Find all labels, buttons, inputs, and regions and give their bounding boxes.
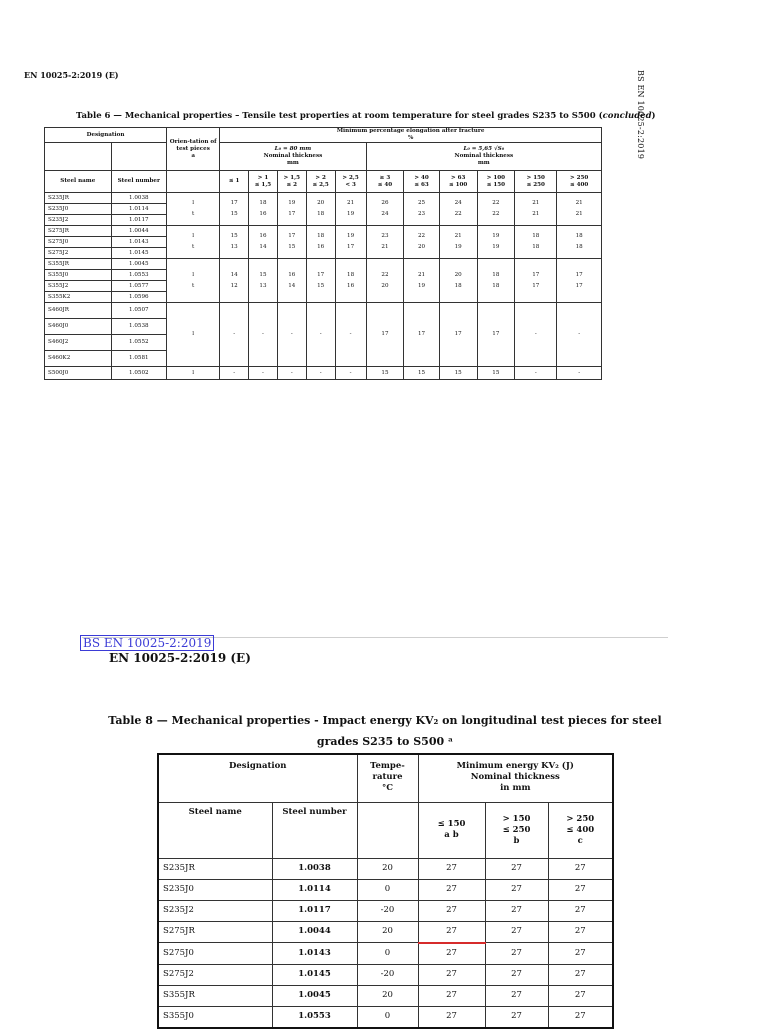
elongation-cell bbox=[220, 303, 249, 367]
orientation-value: t bbox=[192, 282, 195, 289]
steel-name-cell: S355JR bbox=[45, 259, 112, 270]
steel-number-cell: 1.0507 bbox=[111, 303, 166, 319]
elongation-value-t: 24 bbox=[381, 211, 389, 217]
elongation-cell bbox=[277, 226, 306, 259]
orientation-cell bbox=[167, 303, 220, 367]
t8-steel-number-header: Steel number bbox=[272, 802, 357, 858]
energy-cell: 27 bbox=[485, 1006, 548, 1028]
elongation-value-l: 19 bbox=[347, 233, 355, 240]
elongation-value-t: 19 bbox=[492, 244, 500, 250]
elongation-value-l: 23 bbox=[381, 233, 389, 240]
l0-80-header: L₀ = 80 mm Nominal thickness mm bbox=[220, 143, 366, 171]
elongation-value-t: 18 bbox=[492, 282, 500, 289]
elongation-cell bbox=[515, 259, 557, 303]
energy-cell: 27 bbox=[485, 964, 548, 985]
designation-header: Designation bbox=[45, 128, 167, 143]
elongation-value-l: 15 bbox=[259, 271, 267, 278]
elongation-value-t: 17 bbox=[347, 244, 355, 250]
elongation-value-l: 21 bbox=[347, 200, 355, 207]
orientation-value: l bbox=[192, 331, 195, 338]
elongation-value-t: 21 bbox=[532, 211, 540, 217]
elongation-cell bbox=[404, 367, 439, 380]
steel-number-cell: 1.0038 bbox=[272, 858, 357, 879]
elongation-cell bbox=[477, 226, 515, 259]
elongation-cell bbox=[306, 193, 335, 226]
elongation-value-l: 15 bbox=[492, 369, 500, 376]
steel-number-cell: 1.0117 bbox=[272, 900, 357, 921]
elongation-cell bbox=[306, 259, 335, 303]
elongation-value-l: 17 bbox=[492, 331, 500, 338]
l0-565-header: L₀ = 5,65 √S₀ Nominal thickness mm bbox=[366, 143, 601, 171]
table-row bbox=[45, 226, 602, 237]
elongation-value-l: 19 bbox=[492, 233, 500, 240]
energy-cell: 27 bbox=[418, 985, 485, 1006]
elongation-value-t: 15 bbox=[317, 282, 325, 289]
elongation-cell bbox=[515, 226, 557, 259]
energy-cell: 27 bbox=[548, 900, 613, 921]
energy-cell: 27 bbox=[485, 985, 548, 1006]
elongation-cell bbox=[335, 303, 366, 367]
elongation-value-l: 21 bbox=[454, 233, 462, 240]
steel-number-cell: 1.0143 bbox=[111, 237, 166, 248]
elongation-value-l: 17 bbox=[230, 200, 238, 207]
steel-number-cell: 1.0502 bbox=[111, 367, 166, 380]
table-row bbox=[158, 900, 613, 921]
elongation-value-l: - bbox=[349, 331, 352, 338]
steel-name-cell: S355JR bbox=[158, 985, 272, 1006]
min-elongation-header: Minimum percentage elongation after fracture % bbox=[220, 128, 602, 143]
steel-name-cell: S460J2 bbox=[45, 335, 112, 351]
elongation-value-t: 18 bbox=[317, 211, 325, 217]
elongation-cell bbox=[439, 226, 477, 259]
bs-document-link[interactable]: BS EN 10025-2:2019 bbox=[80, 635, 214, 651]
t8-thickness-col-1: ≤ 150 a b bbox=[418, 802, 485, 858]
elongation-value-t: 13 bbox=[230, 244, 238, 250]
energy-cell: 27 bbox=[418, 1006, 485, 1028]
t8-thickness-col-3: > 250 ≤ 400 c bbox=[548, 802, 613, 858]
steel-number-cell: 1.0045 bbox=[111, 259, 166, 270]
elongation-cell bbox=[306, 367, 335, 380]
elongation-cell bbox=[277, 367, 306, 380]
elongation-cell bbox=[220, 193, 249, 226]
elongation-cell bbox=[439, 259, 477, 303]
temperature-cell: -20 bbox=[357, 900, 418, 921]
elongation-value-l: 21 bbox=[575, 200, 583, 207]
elongation-cell bbox=[557, 303, 602, 367]
orientation-value: l bbox=[192, 369, 195, 376]
elongation-cell bbox=[404, 303, 439, 367]
blank-cell bbox=[167, 171, 220, 193]
elongation-value-l: - bbox=[319, 331, 322, 338]
doc-code: EN 10025-2:2019 (E) bbox=[24, 70, 119, 80]
elongation-value-t: 20 bbox=[417, 244, 426, 250]
steel-number-cell: 1.0553 bbox=[111, 270, 166, 281]
steel-number-cell: 1.0114 bbox=[272, 879, 357, 900]
energy-cell: 27 bbox=[418, 921, 485, 943]
elongation-cell bbox=[277, 193, 306, 226]
steel-number-header: Steel number bbox=[111, 171, 166, 193]
elongation-value-l: 16 bbox=[259, 233, 267, 240]
table-row bbox=[158, 1006, 613, 1028]
elongation-value-l: - bbox=[233, 331, 236, 338]
elongation-value-t: 22 bbox=[454, 211, 462, 217]
steel-name-cell: S235J2 bbox=[45, 215, 112, 226]
elongation-value-l: 22 bbox=[492, 200, 500, 207]
orientation-value: t bbox=[192, 211, 195, 217]
temperature-cell: 0 bbox=[357, 879, 418, 900]
elongation-value-t: 18 bbox=[575, 244, 583, 250]
t8-min-energy-header: Minimum energy KV₂ (J) Nominal thickness in mm bbox=[418, 754, 613, 802]
steel-number-cell: 1.0538 bbox=[111, 319, 166, 335]
elongation-value-l: 21 bbox=[532, 200, 540, 207]
steel-name-cell: S355K2 bbox=[45, 292, 112, 303]
elongation-value-t: 21 bbox=[575, 211, 583, 217]
table-row bbox=[158, 964, 613, 985]
elongation-value-l: - bbox=[534, 331, 537, 338]
table6 bbox=[44, 127, 602, 380]
orientation-header: Orien-tation of test pieces a bbox=[167, 128, 220, 171]
elongation-value-l: 22 bbox=[381, 271, 389, 278]
elongation-cell bbox=[404, 193, 439, 226]
elongation-value-l: 18 bbox=[492, 271, 500, 278]
steel-number-cell: 1.0044 bbox=[272, 921, 357, 943]
steel-name-cell: S275J2 bbox=[158, 964, 272, 985]
elongation-value-l: 15 bbox=[417, 369, 426, 376]
elongation-cell bbox=[335, 226, 366, 259]
elongation-cell bbox=[366, 259, 404, 303]
steel-name-header: Steel name bbox=[45, 171, 112, 193]
elongation-value-l: 18 bbox=[532, 233, 540, 240]
elongation-value-t: 13 bbox=[259, 282, 267, 289]
energy-cell: 27 bbox=[485, 900, 548, 921]
t8-steel-name-header: Steel name bbox=[158, 802, 272, 858]
elongation-cell bbox=[277, 259, 306, 303]
steel-number-cell: 1.0145 bbox=[111, 248, 166, 259]
steel-number-cell: 1.0553 bbox=[272, 1006, 357, 1028]
steel-number-cell: 1.0117 bbox=[111, 215, 166, 226]
energy-cell: 27 bbox=[418, 964, 485, 985]
thickness-col-10: > 150 ≤ 250 bbox=[515, 171, 557, 193]
thickness-col-3: > 1,5 ≤ 2 bbox=[277, 171, 306, 193]
steel-number-cell: 1.0552 bbox=[111, 335, 166, 351]
steel-number-cell: 1.0145 bbox=[272, 964, 357, 985]
thickness-col-4: > 2 ≤ 2,5 bbox=[306, 171, 335, 193]
elongation-value-l: 24 bbox=[454, 200, 462, 207]
elongation-value-t: 16 bbox=[317, 244, 325, 250]
temperature-cell: 0 bbox=[357, 943, 418, 965]
thickness-col-6: ≥ 3 ≤ 40 bbox=[366, 171, 404, 193]
t8-designation-header: Designation bbox=[158, 754, 357, 802]
elongation-cell bbox=[306, 303, 335, 367]
thickness-col-8: > 63 ≤ 100 bbox=[439, 171, 477, 193]
temperature-cell: 20 bbox=[357, 921, 418, 943]
steel-number-cell: 1.0581 bbox=[111, 351, 166, 367]
orientation-value: l bbox=[192, 271, 195, 278]
elongation-cell bbox=[366, 193, 404, 226]
orientation-value: l bbox=[192, 200, 195, 207]
steel-name-cell: S355J2 bbox=[45, 281, 112, 292]
energy-cell: 27 bbox=[485, 943, 548, 965]
orientation-cell bbox=[167, 193, 220, 226]
thickness-col-7: > 40 ≤ 63 bbox=[404, 171, 439, 193]
steel-name-cell: S355J0 bbox=[158, 1006, 272, 1028]
elongation-value-l: 17 bbox=[532, 271, 540, 278]
steel-name-cell: S460J0 bbox=[45, 319, 112, 335]
steel-name-cell: S275JR bbox=[45, 226, 112, 237]
elongation-cell bbox=[249, 193, 278, 226]
elongation-cell bbox=[439, 303, 477, 367]
elongation-cell bbox=[477, 303, 515, 367]
steel-number-cell: 1.0596 bbox=[111, 292, 166, 303]
table-row bbox=[45, 259, 602, 270]
elongation-value-l: 18 bbox=[575, 233, 583, 240]
elongation-value-l: - bbox=[534, 369, 537, 376]
steel-name-cell: S275J0 bbox=[45, 237, 112, 248]
steel-number-cell: 1.0577 bbox=[111, 281, 166, 292]
elongation-value-t: 15 bbox=[288, 244, 296, 250]
blank-cell bbox=[45, 143, 112, 171]
elongation-value-t: 19 bbox=[454, 244, 462, 250]
elongation-value-l: - bbox=[349, 369, 352, 376]
elongation-cell bbox=[249, 259, 278, 303]
orientation-cell bbox=[167, 367, 220, 380]
elongation-value-l: - bbox=[290, 369, 293, 376]
energy-cell: 27 bbox=[418, 858, 485, 879]
elongation-cell bbox=[557, 367, 602, 380]
elongation-cell bbox=[557, 193, 602, 226]
table-row bbox=[158, 985, 613, 1006]
elongation-cell bbox=[477, 193, 515, 226]
elongation-cell bbox=[366, 367, 404, 380]
elongation-cell bbox=[366, 303, 404, 367]
elongation-value-l: - bbox=[262, 331, 264, 338]
energy-cell: 27 bbox=[418, 943, 485, 965]
table6-caption: Table 6 — Mechanical properties – Tensile test properties at room temperature for steel grades S235 to S500 (concluded) bbox=[76, 111, 656, 121]
energy-cell: 27 bbox=[548, 879, 613, 900]
elongation-value-l: 20 bbox=[454, 271, 462, 278]
temperature-cell: 20 bbox=[357, 858, 418, 879]
thickness-col-5: > 2,5 < 3 bbox=[335, 171, 366, 193]
elongation-value-l: 19 bbox=[288, 200, 296, 207]
temperature-cell: -20 bbox=[357, 964, 418, 985]
elongation-cell bbox=[335, 193, 366, 226]
steel-name-cell: S500J0 bbox=[45, 367, 112, 380]
elongation-value-l: 17 bbox=[381, 331, 389, 338]
elongation-value-l: 16 bbox=[288, 271, 296, 278]
elongation-value-t: 14 bbox=[288, 282, 296, 289]
orientation-value: l bbox=[192, 233, 195, 240]
table-row bbox=[45, 303, 602, 319]
elongation-value-l: 21 bbox=[417, 271, 426, 278]
elongation-value-t: 20 bbox=[381, 282, 389, 289]
steel-name-cell: S460JR bbox=[45, 303, 112, 319]
elongation-value-l: 17 bbox=[454, 331, 462, 338]
elongation-value-l: 17 bbox=[417, 331, 426, 338]
elongation-value-t: 19 bbox=[417, 282, 426, 289]
steel-number-cell: 1.0114 bbox=[111, 204, 166, 215]
elongation-cell bbox=[306, 226, 335, 259]
elongation-value-l: - bbox=[290, 331, 293, 338]
elongation-cell bbox=[515, 193, 557, 226]
thickness-col-2: > 1 ≤ 1,5 bbox=[249, 171, 278, 193]
elongation-value-l: 17 bbox=[317, 271, 325, 278]
elongation-value-l: 17 bbox=[288, 233, 296, 240]
elongation-value-l: - bbox=[262, 369, 264, 376]
elongation-value-l: 15 bbox=[381, 369, 389, 376]
elongation-value-t: 21 bbox=[381, 244, 389, 250]
steel-name-cell: S460K2 bbox=[45, 351, 112, 367]
elongation-value-l: 15 bbox=[454, 369, 462, 376]
table8-caption: Table 8 — Mechanical properties - Impact energy KV₂ on longitudinal test pieces for steel grades S235 to S500 ᵃ bbox=[108, 714, 662, 748]
elongation-value-t: 17 bbox=[575, 282, 583, 289]
elongation-cell bbox=[515, 367, 557, 380]
elongation-cell bbox=[249, 303, 278, 367]
thickness-col-11: > 250 ≤ 400 bbox=[557, 171, 602, 193]
elongation-value-t: 18 bbox=[532, 244, 540, 250]
elongation-cell bbox=[557, 259, 602, 303]
steel-name-cell: S235J2 bbox=[158, 900, 272, 921]
table-row bbox=[158, 879, 613, 900]
steel-name-cell: S275J0 bbox=[158, 943, 272, 965]
elongation-value-l: 15 bbox=[230, 233, 238, 240]
elongation-value-t: 17 bbox=[532, 282, 540, 289]
elongation-cell bbox=[557, 226, 602, 259]
elongation-value-l: 18 bbox=[259, 200, 267, 207]
steel-name-cell: S235JR bbox=[158, 858, 272, 879]
elongation-cell bbox=[366, 226, 404, 259]
elongation-value-t: 23 bbox=[417, 211, 426, 217]
elongation-value-t: 12 bbox=[230, 282, 238, 289]
energy-cell: 27 bbox=[548, 943, 613, 965]
table-row bbox=[158, 921, 613, 943]
energy-cell: 27 bbox=[548, 921, 613, 943]
temperature-cell: 0 bbox=[357, 1006, 418, 1028]
orientation-value: t bbox=[192, 244, 195, 250]
elongation-value-l: 26 bbox=[381, 200, 389, 207]
elongation-value-t: 17 bbox=[288, 211, 296, 217]
elongation-value-l: 18 bbox=[317, 233, 325, 240]
energy-cell: 27 bbox=[548, 858, 613, 879]
elongation-value-l: 18 bbox=[347, 271, 355, 278]
elongation-cell bbox=[220, 226, 249, 259]
elongation-value-l: 20 bbox=[317, 200, 325, 207]
thickness-col-1: ≤ 1 bbox=[220, 171, 249, 193]
table-row bbox=[158, 858, 613, 879]
elongation-cell bbox=[477, 259, 515, 303]
energy-cell: 27 bbox=[418, 900, 485, 921]
blank-cell bbox=[357, 802, 418, 858]
steel-name-cell: S275JR bbox=[158, 921, 272, 943]
elongation-cell bbox=[515, 303, 557, 367]
elongation-cell bbox=[477, 367, 515, 380]
elongation-value-t: 16 bbox=[259, 211, 267, 217]
elongation-value-l: - bbox=[578, 369, 581, 376]
elongation-cell bbox=[335, 367, 366, 380]
blank-cell bbox=[111, 143, 166, 171]
elongation-cell bbox=[404, 226, 439, 259]
elongation-value-l: 17 bbox=[575, 271, 583, 278]
orientation-cell bbox=[167, 226, 220, 259]
elongation-cell bbox=[439, 193, 477, 226]
energy-cell: 27 bbox=[548, 964, 613, 985]
temperature-cell: 20 bbox=[357, 985, 418, 1006]
elongation-cell bbox=[220, 367, 249, 380]
energy-cell: 27 bbox=[485, 879, 548, 900]
elongation-value-t: 14 bbox=[259, 244, 267, 250]
energy-cell: 27 bbox=[485, 858, 548, 879]
steel-name-cell: S355J0 bbox=[45, 270, 112, 281]
steel-number-cell: 1.0038 bbox=[111, 193, 166, 204]
energy-cell: 27 bbox=[485, 921, 548, 943]
doc-code-page2: EN 10025-2:2019 (E) bbox=[109, 651, 251, 665]
energy-cell: 27 bbox=[548, 985, 613, 1006]
t8-temperature-header: Tempe-rature °C bbox=[357, 754, 418, 802]
table-row bbox=[158, 943, 613, 965]
elongation-cell bbox=[335, 259, 366, 303]
elongation-cell bbox=[249, 367, 278, 380]
elongation-value-l: 14 bbox=[230, 271, 238, 278]
steel-name-cell: S275J2 bbox=[45, 248, 112, 259]
elongation-value-l: 25 bbox=[417, 200, 426, 207]
elongation-value-l: 22 bbox=[417, 233, 426, 240]
table8 bbox=[157, 753, 614, 1029]
energy-cell: 27 bbox=[548, 1006, 613, 1028]
elongation-value-t: 19 bbox=[347, 211, 355, 217]
elongation-cell bbox=[220, 259, 249, 303]
elongation-cell bbox=[439, 367, 477, 380]
t8-thickness-col-2: > 150 ≤ 250 b bbox=[485, 802, 548, 858]
table-row bbox=[45, 193, 602, 204]
steel-number-cell: 1.0143 bbox=[272, 943, 357, 965]
energy-cell: 27 bbox=[418, 879, 485, 900]
elongation-value-t: 16 bbox=[347, 282, 355, 289]
side-document-id: BS EN 10025-2:2019 bbox=[636, 70, 645, 160]
orientation-cell bbox=[167, 259, 220, 303]
steel-name-cell: S235J0 bbox=[158, 879, 272, 900]
elongation-value-l: - bbox=[578, 331, 581, 338]
steel-number-cell: 1.0045 bbox=[272, 985, 357, 1006]
table-row bbox=[45, 367, 602, 380]
steel-number-cell: 1.0044 bbox=[111, 226, 166, 237]
elongation-value-l: - bbox=[233, 369, 236, 376]
elongation-cell bbox=[404, 259, 439, 303]
steel-name-cell: S235J0 bbox=[45, 204, 112, 215]
elongation-value-t: 22 bbox=[492, 211, 500, 217]
steel-name-cell: S235JR bbox=[45, 193, 112, 204]
elongation-value-l: - bbox=[319, 369, 322, 376]
elongation-cell bbox=[277, 303, 306, 367]
thickness-col-9: > 100 ≤ 150 bbox=[477, 171, 515, 193]
elongation-value-t: 15 bbox=[230, 211, 238, 217]
elongation-value-t: 18 bbox=[454, 282, 462, 289]
elongation-cell bbox=[249, 226, 278, 259]
